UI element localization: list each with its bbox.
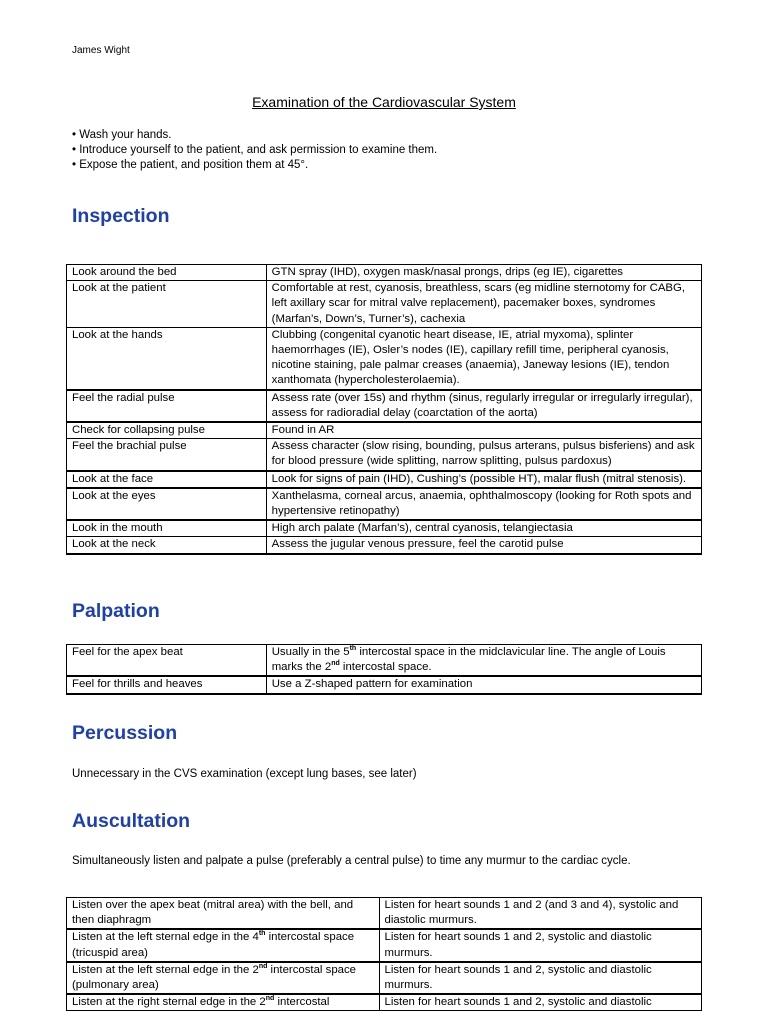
document-title: Examination of the Cardiovascular System bbox=[252, 94, 516, 110]
inspection-table bbox=[66, 264, 702, 555]
bullet-item: • Introduce yourself to the patient, and ask permission to examine them. bbox=[72, 144, 438, 156]
palpation-heading: Palpation bbox=[72, 600, 160, 622]
table-row: Look in the mouth High arch palate (Marfan’s), central cyanosis, telangiectasia bbox=[67, 520, 702, 537]
table-row: Look at the face Look for signs of pain (IHD), Cushing’s (possible HT), malar flush (mitral stenosis). bbox=[67, 471, 702, 488]
table-row: Look at the patient Comfortable at rest, cyanosis, breathless, scars (eg midline sternotomy for CABG, left axillary scar for mitral valve replacement), pacemaker boxes, syndromes (Marfan’s, Down’s, Turner’s), cachexia bbox=[67, 281, 702, 328]
table-row: Look around the bed GTN spray (IHD), oxygen mask/nasal prongs, drips (eg IE), cigarettes bbox=[67, 265, 702, 281]
table-row: Feel for the apex beat Usually in the 5th intercostal space in the midclavicular line. The angle of Louis marks the 2nd intercostal space. bbox=[67, 645, 702, 677]
bullet-item: • Wash your hands. bbox=[72, 129, 172, 141]
table-row: Look at the neck Assess the jugular venous pressure, feel the carotid pulse bbox=[67, 537, 702, 554]
inspection-heading: Inspection bbox=[72, 205, 170, 227]
auscultation-table bbox=[66, 897, 702, 1011]
percussion-heading: Percussion bbox=[72, 722, 178, 744]
table-row: Check for collapsing pulse Found in AR bbox=[67, 422, 702, 439]
table-row: Feel the brachial pulse Assess character (slow rising, bounding, pulsus arterans, pulsus bisferiens) and ask for blood pressure (wide splitting, narrow splitting, pulsus pardoxus) bbox=[67, 439, 702, 471]
table-row: Feel for thrills and heaves Use a Z-shaped pattern for examination bbox=[67, 676, 702, 693]
table-row: Look at the hands Clubbing (congenital cyanotic heart disease, IE, atrial myxoma), splinter haemorrhages (IE), Osler’s nodes (IE), capillary refill time, peripheral cyanosis, nicotine staining, pale palmar creases (anaemia), Janeway lesions (IE), tendon xanthomata (hypercholesterolaemia). bbox=[67, 327, 702, 389]
table-row: Listen over the apex beat (mitral area) with the bell, and then diaphragm Listen for heart sounds 1 and 2 (and 3 and 4), systolic and diastolic murmurs. bbox=[67, 898, 702, 930]
table-row: Listen at the left sternal edge in the 4th intercostal space (tricuspid area) Listen for heart sounds 1 and 2, systolic and diastolic murmurs. bbox=[67, 929, 702, 961]
table-row: Listen at the left sternal edge in the 2nd intercostal space (pulmonary area) Listen for heart sounds 1 and 2, systolic and diastolic murmurs. bbox=[67, 962, 702, 994]
palpation-table bbox=[66, 644, 702, 695]
percussion-text: Unnecessary in the CVS examination (except lung bases, see later) bbox=[72, 768, 417, 780]
auscultation-text: Simultaneously listen and palpate a pulse (preferably a central pulse) to time any murmur to the cardiac cycle. bbox=[72, 855, 631, 867]
table-row: Feel the radial pulse Assess rate (over 15s) and rhythm (sinus, regularly irregular or irregularly irregular), assess for radioradial delay (coarctation of the aorta) bbox=[67, 390, 702, 422]
intro-bullets bbox=[72, 128, 437, 173]
table-row: Look at the eyes Xanthelasma, corneal arcus, anaemia, ophthalmoscopy (looking for Roth spots and hypertensive retinopathy) bbox=[67, 488, 702, 520]
bullet-item: • Expose the patient, and position them at 45°. bbox=[72, 159, 309, 171]
auscultation-heading: Auscultation bbox=[72, 810, 191, 832]
table-row: Listen at the right sternal edge in the 2nd intercostal Listen for heart sounds 1 and 2, systolic and diastolic bbox=[67, 994, 702, 1011]
author-name: James Wight bbox=[72, 45, 130, 56]
